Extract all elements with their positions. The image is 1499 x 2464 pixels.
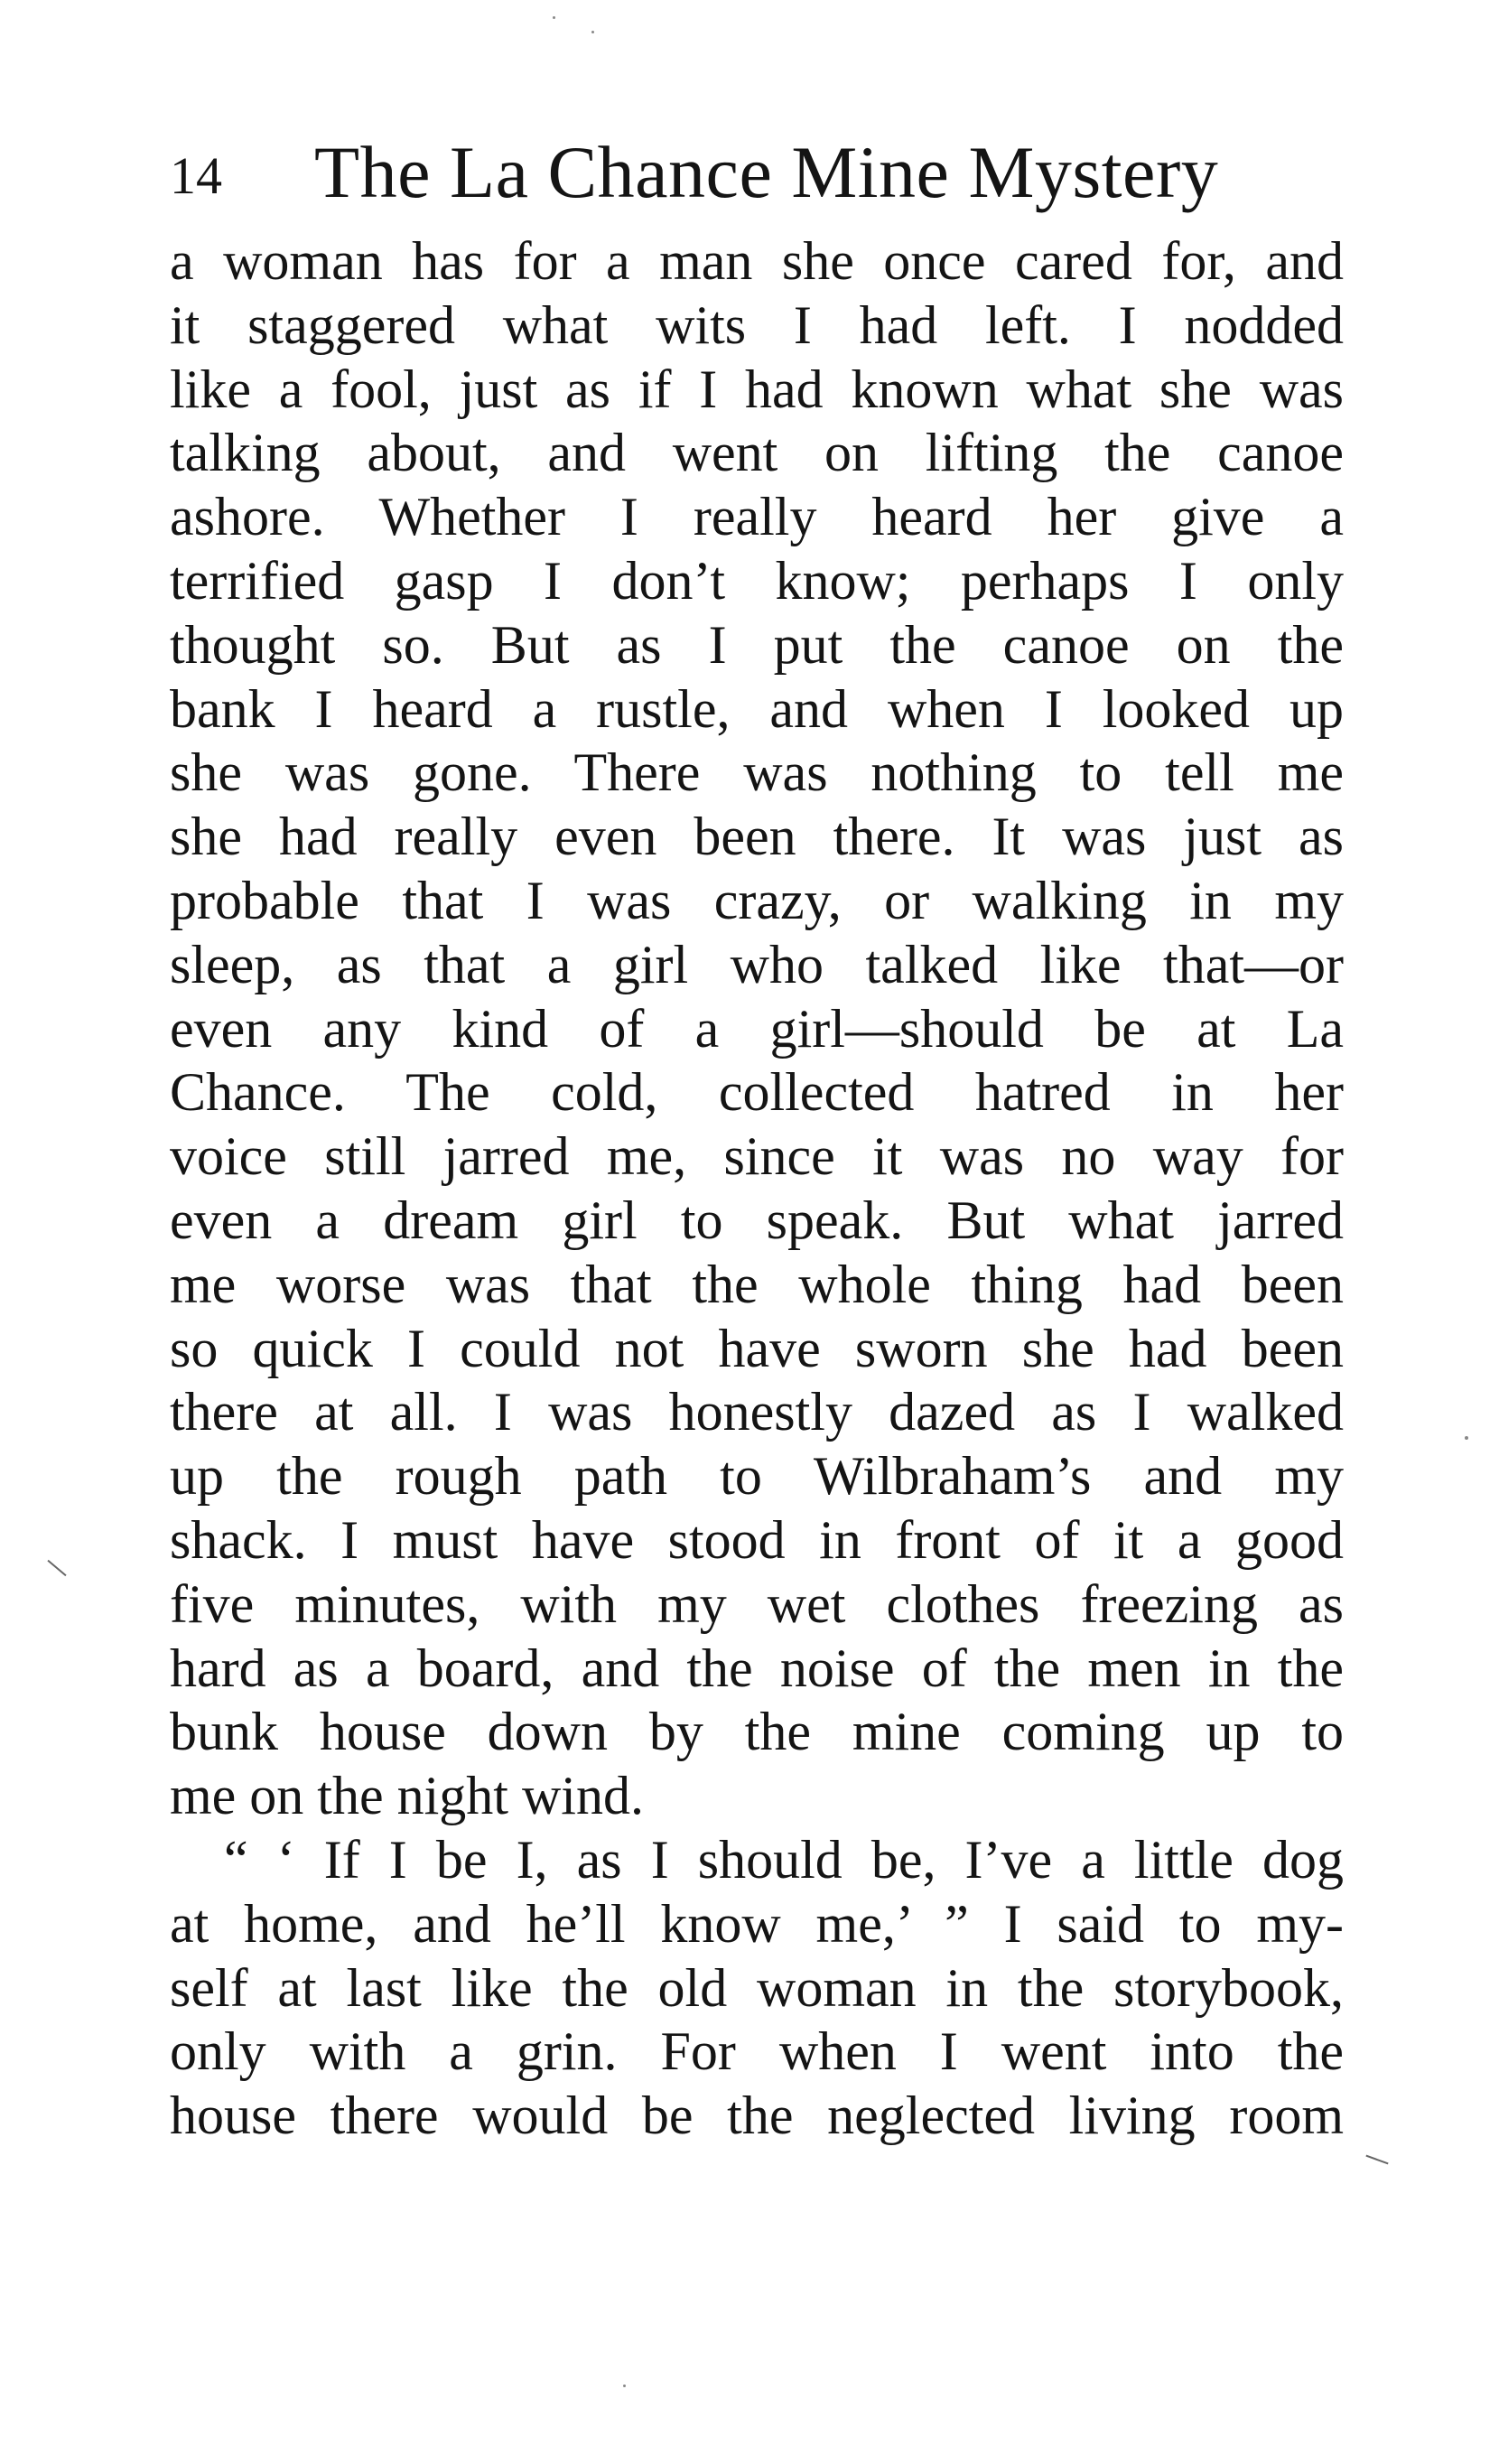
text-line: shack. I must have stood in front of it a good bbox=[170, 1509, 1344, 1570]
text-line: hard as a board, and the noise of the men in the bbox=[170, 1638, 1344, 1698]
text-line: so quick I could not have sworn she had been bbox=[170, 1318, 1344, 1378]
paragraph-end-line: me on the night wind. bbox=[170, 1766, 644, 1826]
scan-speck bbox=[623, 2385, 626, 2387]
paragraph-start-line: “ ‘ If I be I, as I should be, I’ve a little dog bbox=[224, 1829, 1344, 1890]
book-title: The La Chance Mine Mystery bbox=[314, 131, 1219, 213]
text-line: ashore. Whether I really heard her give a bbox=[170, 487, 1344, 547]
text-line: like a fool, just as if I had known what she was bbox=[170, 359, 1344, 419]
scan-mark bbox=[47, 1560, 66, 1576]
text-line: even a dream girl to speak. But what jarred bbox=[170, 1190, 1344, 1250]
text-line: only with a grin. For when I went into the bbox=[170, 2021, 1344, 2082]
text-line: bank I heard a rustle, and when I looked up bbox=[170, 678, 1344, 739]
text-line: a woman has for a man she once cared for, and bbox=[170, 231, 1344, 291]
text-line: even any kind of a girl—should be at La bbox=[170, 998, 1344, 1059]
text-line: at home, and he’ll know me,’ ” I said to my- bbox=[170, 1893, 1344, 1954]
text-line: thought so. But as I put the canoe on the bbox=[170, 614, 1344, 675]
book-page bbox=[170, 126, 1344, 2148]
text-line: talking about, and went on lifting the canoe bbox=[170, 423, 1344, 483]
text-line: Chance. The cold, collected hatred in her bbox=[170, 1062, 1344, 1123]
scan-speck bbox=[591, 31, 594, 33]
scan-speck bbox=[553, 16, 555, 19]
text-line: me worse was that the whole thing had been bbox=[170, 1254, 1344, 1314]
text-line: bunk house down by the mine coming up to bbox=[170, 1702, 1344, 1762]
text-line: sleep, as that a girl who talked like that—or bbox=[170, 934, 1344, 994]
text-line: there at all. I was honestly dazed as I walked bbox=[170, 1382, 1344, 1442]
running-head bbox=[170, 126, 1344, 217]
text-line: self at last like the old woman in the storybook, bbox=[170, 1957, 1344, 2018]
text-line: voice still jarred me, since it was no way for bbox=[170, 1126, 1344, 1187]
scan-speck bbox=[1465, 1436, 1468, 1440]
text-line: she was gone. There was nothing to tell me bbox=[170, 742, 1344, 803]
body-text bbox=[170, 229, 1344, 2148]
text-line: terrified gasp I don’t know; perhaps I only bbox=[170, 550, 1344, 611]
page-number: 14 bbox=[170, 146, 222, 205]
text-line: probable that I was crazy, or walking in my bbox=[170, 870, 1344, 930]
scan-mark bbox=[1365, 2155, 1388, 2165]
text-line: house there would be the neglected living room bbox=[170, 2086, 1344, 2146]
text-line: up the rough path to Wilbraham’s and my bbox=[170, 1446, 1344, 1507]
text-line: five minutes, with my wet clothes freezing as bbox=[170, 1573, 1344, 1634]
text-line: she had really even been there. It was just as bbox=[170, 807, 1344, 867]
text-line: it staggered what wits I had left. I nodded bbox=[170, 294, 1344, 355]
